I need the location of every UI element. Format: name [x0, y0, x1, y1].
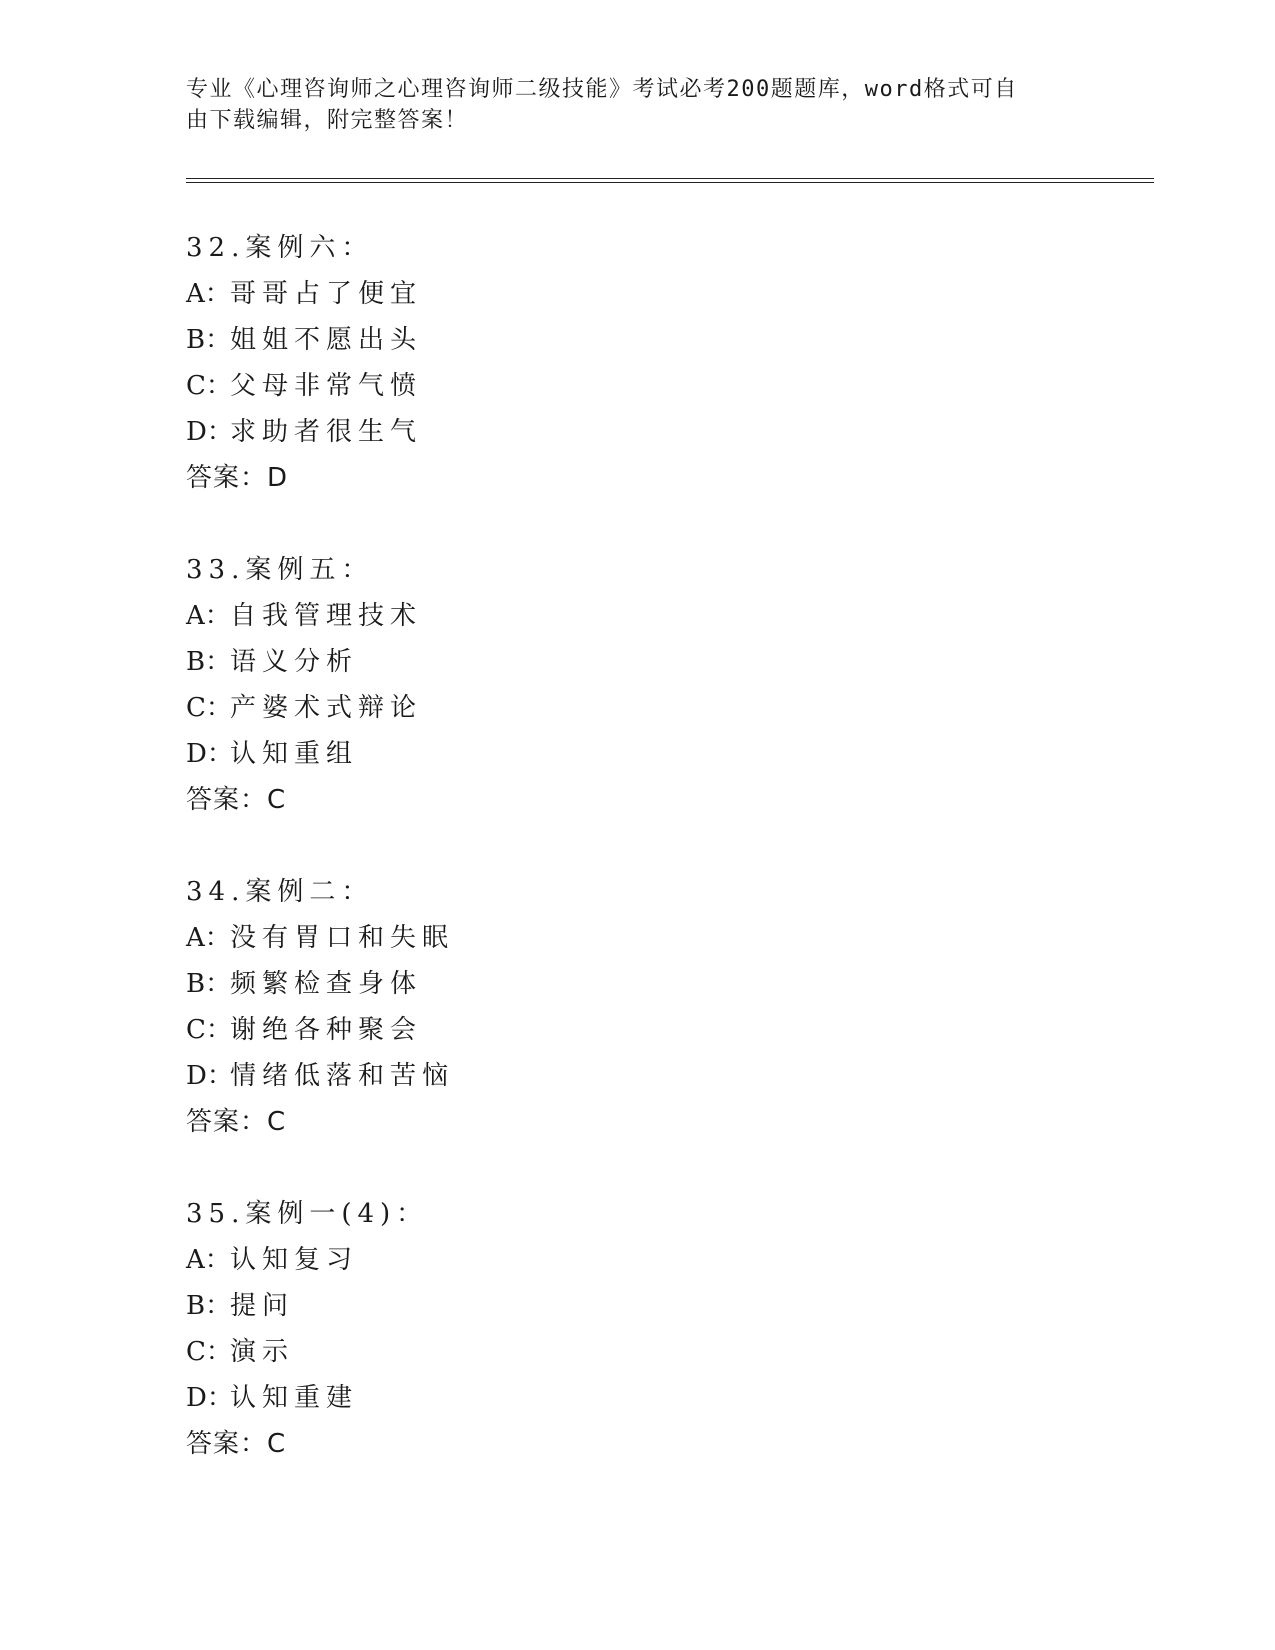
option-label: D：: [186, 417, 233, 447]
option-label: B：: [186, 969, 232, 999]
option-label: A：: [186, 1245, 231, 1275]
option-label: B：: [186, 1291, 232, 1321]
option-text: 演示: [230, 1337, 295, 1367]
option-label: D：: [186, 1061, 233, 1091]
option-text: 求助者很生气: [230, 417, 423, 447]
option-text: 语义分析: [230, 647, 359, 677]
option-text: 提问: [230, 1291, 295, 1321]
option-a: [186, 915, 886, 961]
option-text: 谢绝各种聚会: [230, 1015, 423, 1045]
answer-line: 答案：C: [186, 785, 287, 815]
option-c: [186, 363, 886, 409]
option-b: [186, 1283, 886, 1329]
option-text: 产婆术式辩论: [230, 693, 423, 723]
option-a: [186, 593, 886, 639]
option-d: [186, 409, 886, 455]
option-label: C：: [186, 693, 232, 723]
question-block: [186, 1191, 886, 1467]
question-block: [186, 225, 886, 501]
header-line-2: 由下载编辑，附完整答案！: [186, 108, 469, 133]
question-block: [186, 547, 886, 823]
option-label: B：: [186, 647, 232, 677]
header-divider: [186, 178, 1154, 183]
option-text: 哥哥占了便宜: [230, 279, 423, 309]
option-text: 姐姐不愿出头: [230, 325, 423, 355]
option-label: A：: [186, 279, 231, 309]
question-stem: 32.案例六：: [186, 233, 374, 263]
option-c: [186, 1007, 886, 1053]
option-text: 没有胃口和失眠: [230, 923, 455, 953]
document-header: [186, 74, 1076, 136]
answer-line: 答案：D: [186, 463, 289, 493]
option-label: B：: [186, 325, 232, 355]
question-stem: 35.案例一(4)：: [186, 1199, 429, 1229]
option-label: D：: [186, 1383, 233, 1413]
answer-line: 答案：C: [186, 1429, 287, 1459]
option-text: 认知复习: [230, 1245, 359, 1275]
option-d: [186, 1053, 886, 1099]
option-b: [186, 639, 886, 685]
option-text: 自我管理技术: [230, 601, 423, 631]
option-a: [186, 271, 886, 317]
option-b: [186, 317, 886, 363]
option-text: 频繁检查身体: [230, 969, 423, 999]
option-label: C：: [186, 1015, 232, 1045]
option-c: [186, 1329, 886, 1375]
option-label: C：: [186, 1337, 232, 1367]
option-d: [186, 731, 886, 777]
option-d: [186, 1375, 886, 1421]
option-text: 情绪低落和苦恼: [230, 1061, 455, 1091]
option-label: D：: [186, 739, 233, 769]
question-stem: 33.案例五：: [186, 555, 374, 585]
answer-line: 答案：C: [186, 1107, 287, 1137]
option-label: A：: [186, 601, 231, 631]
option-b: [186, 961, 886, 1007]
option-a: [186, 1237, 886, 1283]
option-text: 父母非常气愤: [230, 371, 423, 401]
option-c: [186, 685, 886, 731]
option-text: 认知重建: [230, 1383, 359, 1413]
header-line-1: 专业《心理咨询师之心理咨询师二级技能》考试必考200题题库，word格式可自: [186, 77, 1018, 102]
question-block: [186, 869, 886, 1145]
option-label: A：: [186, 923, 231, 953]
question-stem: 34.案例二：: [186, 877, 374, 907]
option-label: C：: [186, 371, 232, 401]
option-text: 认知重组: [230, 739, 359, 769]
